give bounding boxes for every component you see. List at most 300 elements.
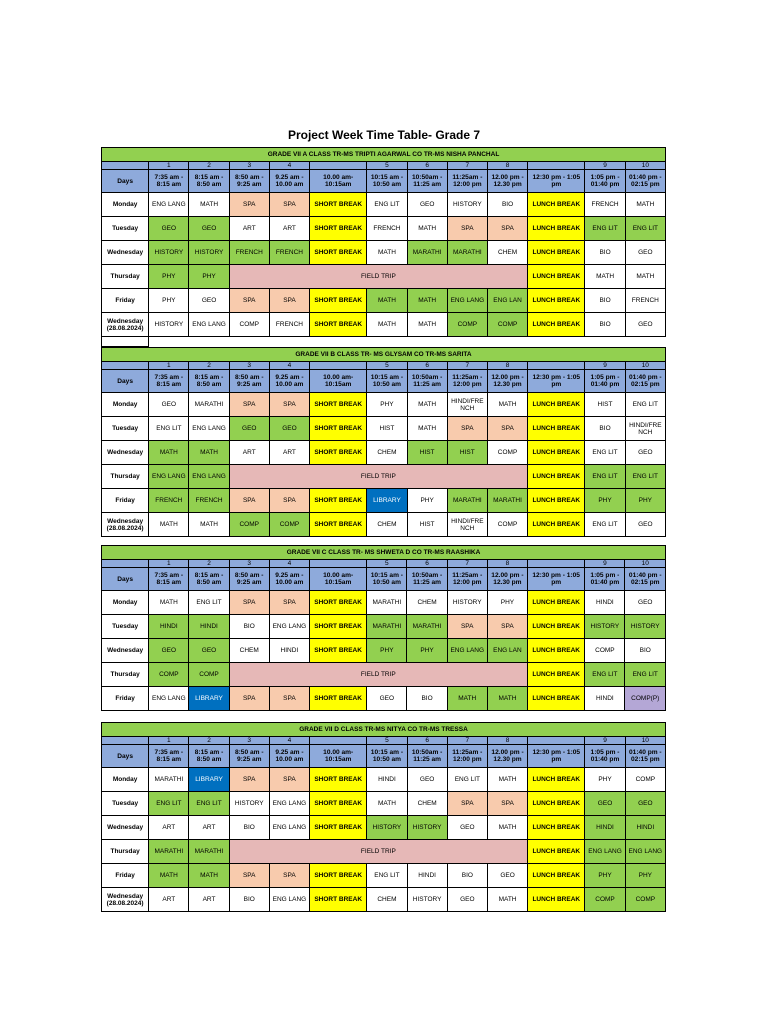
short-break-cell: SHORT BREAK — [310, 489, 367, 513]
days-header: Days — [102, 745, 149, 768]
period-number-cell: 7 — [447, 362, 487, 370]
day-cell: Wednesday — [102, 241, 149, 265]
subject-cell: PHY — [585, 768, 625, 792]
subject-cell: CHEM — [229, 639, 269, 663]
lunch-break-cell: LUNCH BREAK — [528, 687, 585, 711]
period-number-cell: 8 — [487, 162, 527, 170]
time-slot-header: 01:40 pm - 02:15 pm — [625, 370, 665, 393]
subject-cell: SPA — [447, 792, 487, 816]
subject-cell: ENG LANG — [149, 687, 189, 711]
subject-cell: BIO — [585, 289, 625, 313]
subject-cell: HIST — [447, 441, 487, 465]
table-row — [102, 840, 666, 864]
table-row — [102, 513, 666, 537]
subject-cell: MARATHI — [447, 489, 487, 513]
short-break-cell: SHORT BREAK — [310, 792, 367, 816]
period-number-cell: 10 — [625, 162, 665, 170]
spacer-cell — [102, 337, 149, 347]
lunch-break-cell: LUNCH BREAK — [528, 792, 585, 816]
time-slot-header: 10.00 am- 10:15am — [310, 370, 367, 393]
lunch-break-cell: LUNCH BREAK — [528, 591, 585, 615]
subject-cell: SPA — [269, 768, 309, 792]
period-number-cell: 10 — [625, 362, 665, 370]
short-break-cell: SHORT BREAK — [310, 816, 367, 840]
subject-cell: BIO — [487, 193, 527, 217]
time-slot-header: 8:15 am - 8:50 am — [189, 170, 229, 193]
subject-cell: FRENCH — [189, 489, 229, 513]
subject-cell: GEO — [625, 792, 665, 816]
subject-cell: GEO — [149, 217, 189, 241]
short-break-cell: SHORT BREAK — [310, 393, 367, 417]
subject-cell: ENG LANG — [149, 465, 189, 489]
period-number-cell: 3 — [229, 560, 269, 568]
subject-cell: MARATHI — [487, 489, 527, 513]
subject-cell: COMP — [487, 513, 527, 537]
time-slot-header: 1:05 pm - 01:40 pm — [585, 568, 625, 591]
time-slot-header: 1:05 pm - 01:40 pm — [585, 745, 625, 768]
day-cell: Tuesday — [102, 792, 149, 816]
subject-cell: HISTORY — [189, 241, 229, 265]
subject-cell: MATH — [407, 289, 447, 313]
day-cell: Monday — [102, 393, 149, 417]
time-slot-header: 01:40 pm - 02:15 pm — [625, 170, 665, 193]
subject-cell: MATH — [367, 289, 407, 313]
subject-cell: HISTORY — [149, 313, 189, 337]
period-number-cell: 7 — [447, 560, 487, 568]
time-header-row — [102, 170, 666, 193]
period-number-cell: 8 — [487, 362, 527, 370]
subject-cell: HINDI/FRE NCH — [447, 393, 487, 417]
subject-cell: GEO — [269, 417, 309, 441]
period-number-cell — [528, 560, 585, 568]
lunch-break-cell: LUNCH BREAK — [528, 193, 585, 217]
section-heading: GRADE VII B CLASS TR- MS GLYSAM CO TR-MS SARITA — [102, 348, 666, 362]
subject-cell: CHEM — [367, 888, 407, 912]
subject-cell: GEO — [447, 888, 487, 912]
subject-cell: SPA — [229, 687, 269, 711]
time-slot-header: 9.25 am - 10.00 am — [269, 170, 309, 193]
short-break-cell: SHORT BREAK — [310, 193, 367, 217]
time-slot-header: 8:15 am - 8:50 am — [189, 568, 229, 591]
subject-cell: MARATHI — [447, 241, 487, 265]
subject-cell: MATH — [447, 687, 487, 711]
time-slot-header: 01:40 pm - 02:15 pm — [625, 745, 665, 768]
period-number-cell: 6 — [407, 560, 447, 568]
subject-cell: HIST — [367, 417, 407, 441]
subject-cell: PHY — [585, 864, 625, 888]
period-number-cell: 6 — [407, 362, 447, 370]
subject-cell: HINDI — [269, 639, 309, 663]
period-number-cell — [528, 162, 585, 170]
subject-cell: MATH — [149, 513, 189, 537]
subject-cell: LIBRARY — [367, 489, 407, 513]
short-break-cell: SHORT BREAK — [310, 888, 367, 912]
subject-cell: ENG LIT — [149, 417, 189, 441]
section-banner-row — [102, 546, 666, 560]
subject-cell: BIO — [229, 888, 269, 912]
subject-cell: GEO — [407, 768, 447, 792]
day-cell: Tuesday — [102, 217, 149, 241]
day-cell: Tuesday — [102, 615, 149, 639]
day-cell: Thursday — [102, 663, 149, 687]
table-row — [102, 687, 666, 711]
field-trip-cell: FIELD TRIP — [229, 663, 527, 687]
day-cell: Wednesday — [102, 639, 149, 663]
time-slot-header: 10.00 am- 10:15am — [310, 170, 367, 193]
period-number-cell: 9 — [585, 162, 625, 170]
subject-cell: MATH — [367, 792, 407, 816]
day-cell: Wednesday — [102, 816, 149, 840]
time-slot-header: 9.25 am - 10.00 am — [269, 370, 309, 393]
time-slot-header: 8:50 am - 9:25 am — [229, 370, 269, 393]
time-header-row — [102, 745, 666, 768]
subject-cell: ENG LANG — [447, 639, 487, 663]
time-slot-header: 8:50 am - 9:25 am — [229, 170, 269, 193]
subject-cell: HINDI — [585, 687, 625, 711]
day-cell: Monday — [102, 591, 149, 615]
subject-cell: BIO — [229, 615, 269, 639]
time-slot-header: 12:30 pm - 1:05 pm — [528, 370, 585, 393]
subject-cell: MARATHI — [407, 241, 447, 265]
time-slot-header: 01:40 pm - 02:15 pm — [625, 568, 666, 591]
short-break-cell: SHORT BREAK — [309, 639, 366, 663]
timetable-grade-section — [101, 147, 666, 347]
time-slot-header: 10:50am - 11:25 am — [407, 568, 447, 591]
subject-cell: BIO — [229, 816, 269, 840]
period-number-cell: 1 — [149, 737, 189, 745]
period-number-cell: 3 — [229, 362, 269, 370]
short-break-cell: SHORT BREAK — [310, 513, 367, 537]
subject-cell: GEO — [447, 816, 487, 840]
period-number-cell: 9 — [585, 362, 625, 370]
day-cell: Wednesday (28.08.2024) — [102, 513, 149, 537]
subject-cell: MATH — [487, 768, 527, 792]
day-cell: Thursday — [102, 465, 149, 489]
subject-cell: MATH — [585, 265, 625, 289]
section-banner-row — [102, 148, 666, 162]
subject-cell: GEO — [585, 792, 625, 816]
subject-cell: CHEM — [367, 513, 407, 537]
subject-cell: ENG LIT — [625, 465, 665, 489]
subject-cell: MATH — [487, 816, 527, 840]
subject-cell: SPA — [229, 768, 269, 792]
subject-cell: ART — [269, 441, 309, 465]
period-number-cell: 3 — [229, 737, 269, 745]
lunch-break-cell: LUNCH BREAK — [528, 441, 585, 465]
subject-cell: BIO — [447, 864, 487, 888]
subject-cell: HIST — [585, 393, 625, 417]
subject-cell: COMP — [625, 888, 665, 912]
subject-cell: GEO — [149, 393, 189, 417]
subject-cell: MARATHI — [189, 393, 229, 417]
period-number-row — [102, 737, 666, 745]
subject-cell: HISTORY — [149, 241, 189, 265]
time-header-row — [102, 370, 666, 393]
subject-cell: SPA — [269, 687, 309, 711]
subject-cell: HINDI — [585, 591, 625, 615]
subject-cell: ART — [269, 217, 309, 241]
short-break-cell: SHORT BREAK — [310, 241, 367, 265]
days-header: Days — [102, 170, 149, 193]
subject-cell: COMP — [189, 663, 229, 687]
period-number-cell: 5 — [367, 737, 407, 745]
period-number-cell — [102, 362, 149, 370]
subject-cell: BIO — [585, 417, 625, 441]
subject-cell: GEO — [189, 639, 229, 663]
subject-cell: SPA — [229, 591, 269, 615]
subject-cell: HINDI — [585, 816, 625, 840]
subject-cell: HINDI/FRE NCH — [625, 417, 665, 441]
table-row — [102, 816, 666, 840]
subject-cell: ENG LANG — [447, 289, 487, 313]
subject-cell: COMP — [487, 441, 527, 465]
subject-cell: PHY — [149, 289, 189, 313]
subject-cell: SPA — [269, 864, 309, 888]
short-break-cell: SHORT BREAK — [309, 591, 366, 615]
subject-cell: ENG LIT — [585, 217, 625, 241]
table-row — [102, 591, 666, 615]
lunch-break-cell: LUNCH BREAK — [528, 615, 585, 639]
period-number-cell — [102, 737, 149, 745]
lunch-break-cell: LUNCH BREAK — [528, 265, 585, 289]
subject-cell: COMP — [585, 888, 625, 912]
subject-cell: ENG LANG — [189, 417, 229, 441]
time-slot-header: 10:15 am - 10:50 am — [367, 170, 407, 193]
short-break-cell: SHORT BREAK — [310, 768, 367, 792]
day-cell: Friday — [102, 864, 149, 888]
document-title: Project Week Time Table- Grade 7 — [287, 128, 481, 142]
subject-cell: ART — [189, 816, 229, 840]
period-number-cell: 2 — [189, 560, 229, 568]
day-cell: Wednesday (28.08.2024) — [102, 313, 149, 337]
period-number-cell: 5 — [367, 162, 407, 170]
subject-cell: GEO — [625, 313, 665, 337]
period-number-cell: 7 — [447, 737, 487, 745]
table-row — [102, 489, 666, 513]
period-number-cell: 5 — [367, 362, 407, 370]
subject-cell: SPA — [269, 193, 309, 217]
subject-cell: ENG LANG — [269, 792, 309, 816]
day-cell: Thursday — [102, 840, 149, 864]
days-header: Days — [102, 370, 149, 393]
period-number-cell: 4 — [269, 560, 309, 568]
subject-cell: BIO — [625, 639, 666, 663]
time-slot-header: 11:25am - 12:00 pm — [447, 170, 487, 193]
day-cell: Monday — [102, 193, 149, 217]
subject-cell: MATH — [149, 864, 189, 888]
subject-cell: SPA — [229, 489, 269, 513]
subject-cell: PHY — [585, 489, 625, 513]
table-row — [102, 441, 666, 465]
period-number-cell: 2 — [189, 362, 229, 370]
subject-cell: GEO — [625, 441, 665, 465]
subject-cell: GEO — [487, 864, 527, 888]
subject-cell: ENG LANG — [149, 193, 189, 217]
time-slot-header: 10:15 am - 10:50 am — [367, 370, 407, 393]
table-row — [102, 289, 666, 313]
subject-cell: GEO — [625, 513, 665, 537]
period-number-cell: 5 — [367, 560, 407, 568]
table-row — [102, 465, 666, 489]
subject-cell: HISTORY — [447, 591, 487, 615]
subject-cell: MATH — [407, 417, 447, 441]
subject-cell: CHEM — [487, 241, 527, 265]
subject-cell: SPA — [269, 489, 309, 513]
subject-cell: HINDI — [407, 864, 447, 888]
subject-cell: CHEM — [407, 591, 447, 615]
subject-cell: GEO — [189, 217, 229, 241]
subject-cell: SPA — [229, 289, 269, 313]
lunch-break-cell: LUNCH BREAK — [528, 289, 585, 313]
subject-cell: MARATHI — [149, 768, 189, 792]
subject-cell: BIO — [585, 313, 625, 337]
period-number-cell: 8 — [487, 560, 527, 568]
period-number-row — [102, 362, 666, 370]
subject-cell: SPA — [229, 393, 269, 417]
table-row — [102, 615, 666, 639]
subject-cell: ART — [229, 217, 269, 241]
subject-cell: SPA — [447, 217, 487, 241]
subject-cell: PHY — [189, 265, 229, 289]
table-row — [102, 241, 666, 265]
subject-cell: ENG LANG — [269, 888, 309, 912]
time-slot-header: 12.00 pm - 12.30 pm — [487, 170, 527, 193]
subject-cell: ENG LIT — [625, 663, 666, 687]
time-slot-header: 11:25am - 12:00 pm — [447, 568, 487, 591]
short-break-cell: SHORT BREAK — [309, 615, 366, 639]
subject-cell: COMP — [447, 313, 487, 337]
subject-cell: FRENCH — [269, 241, 309, 265]
timetable-grade-section — [101, 347, 666, 537]
period-number-cell: 9 — [585, 737, 625, 745]
subject-cell: COMP — [487, 313, 527, 337]
subject-cell: PHY — [149, 265, 189, 289]
subject-cell: MATH — [487, 393, 527, 417]
time-slot-header: 8:50 am - 9:25 am — [229, 745, 269, 768]
lunch-break-cell: LUNCH BREAK — [528, 313, 585, 337]
subject-cell: GEO — [625, 591, 666, 615]
period-number-cell: 10 — [625, 560, 666, 568]
field-trip-cell: FIELD TRIP — [229, 465, 528, 489]
time-slot-header: 12:30 pm - 1:05 pm — [528, 745, 585, 768]
subject-cell: PHY — [367, 393, 407, 417]
table-row — [102, 393, 666, 417]
subject-cell: MARATHI — [367, 615, 407, 639]
lunch-break-cell: LUNCH BREAK — [528, 241, 585, 265]
subject-cell: MATH — [189, 193, 229, 217]
period-number-cell — [528, 737, 585, 745]
subject-cell: MATH — [149, 441, 189, 465]
subject-cell: ENG LAN — [487, 289, 527, 313]
period-number-cell: 2 — [189, 162, 229, 170]
subject-cell: GEO — [229, 417, 269, 441]
subject-cell: ENG LANG — [189, 465, 229, 489]
subject-cell: GEO — [149, 639, 189, 663]
period-number-cell: 8 — [487, 737, 527, 745]
subject-cell: ENG LANG — [269, 816, 309, 840]
subject-cell: HISTORY — [367, 816, 407, 840]
subject-cell: FRENCH — [229, 241, 269, 265]
time-slot-header: 9.25 am - 10.00 am — [269, 568, 309, 591]
subject-cell: COMP — [585, 639, 625, 663]
subject-cell: HINDI — [189, 615, 229, 639]
subject-cell: CHEM — [407, 792, 447, 816]
subject-cell: MATH — [149, 591, 189, 615]
period-number-cell — [310, 362, 367, 370]
time-slot-header: 7:35 am - 8:15 am — [149, 370, 189, 393]
subject-cell: MATH — [407, 393, 447, 417]
subject-cell: ART — [189, 888, 229, 912]
subject-cell: SPA — [487, 615, 527, 639]
time-slot-header: 10:50am - 11:25 am — [407, 370, 447, 393]
timetable-grade-section — [101, 545, 666, 711]
subject-cell: FRENCH — [149, 489, 189, 513]
subject-cell: ART — [149, 888, 189, 912]
subject-cell: SPA — [229, 864, 269, 888]
subject-cell: FRENCH — [625, 289, 665, 313]
table-row — [102, 217, 666, 241]
time-slot-header: 8:15 am - 8:50 am — [189, 745, 229, 768]
time-slot-header: 10.00 am- 10:15am — [309, 568, 366, 591]
short-break-cell: SHORT BREAK — [310, 313, 367, 337]
subject-cell: FRENCH — [269, 313, 309, 337]
time-slot-header: 12.00 pm - 12.30 pm — [487, 745, 527, 768]
subject-cell: ENG LIT — [585, 663, 625, 687]
subject-cell: ART — [149, 816, 189, 840]
subject-cell: ENG LIT — [625, 217, 665, 241]
lunch-break-cell: LUNCH BREAK — [528, 840, 585, 864]
short-break-cell: SHORT BREAK — [310, 864, 367, 888]
subject-cell: COMP — [229, 313, 269, 337]
subject-cell: ENG LANG — [269, 615, 309, 639]
subject-cell: ENG LAN — [487, 639, 527, 663]
table-row — [102, 768, 666, 792]
period-number-cell: 1 — [149, 162, 189, 170]
period-number-cell — [309, 560, 366, 568]
table-row — [102, 193, 666, 217]
time-slot-header: 1:05 pm - 01:40 pm — [585, 370, 625, 393]
time-slot-header: 10:15 am - 10:50 am — [367, 745, 407, 768]
lunch-break-cell: LUNCH BREAK — [528, 864, 585, 888]
subject-cell: MATH — [407, 217, 447, 241]
subject-cell: MARATHI — [407, 615, 447, 639]
lunch-break-cell: LUNCH BREAK — [528, 417, 585, 441]
lunch-break-cell: LUNCH BREAK — [528, 639, 585, 663]
subject-cell: MARATHI — [189, 840, 229, 864]
subject-cell: ENG LIT — [585, 465, 625, 489]
short-break-cell: SHORT BREAK — [310, 289, 367, 313]
day-cell: Wednesday (28.08.2024) — [102, 888, 149, 912]
short-break-cell: SHORT BREAK — [310, 217, 367, 241]
subject-cell: MARATHI — [149, 840, 189, 864]
subject-cell: MATH — [625, 193, 665, 217]
subject-cell: COMP — [625, 768, 665, 792]
subject-cell: BIO — [407, 687, 447, 711]
subject-cell: HISTORY — [447, 193, 487, 217]
subject-cell: SPA — [447, 417, 487, 441]
subject-cell: COMP — [149, 663, 189, 687]
subject-cell: HINDI — [367, 768, 407, 792]
time-header-row — [102, 568, 666, 591]
time-slot-header: 12:30 pm - 1:05 pm — [528, 170, 585, 193]
subject-cell: SPA — [447, 615, 487, 639]
day-cell: Friday — [102, 289, 149, 313]
period-number-cell: 9 — [585, 560, 625, 568]
period-number-cell: 4 — [269, 162, 309, 170]
subject-cell: SPA — [269, 591, 309, 615]
time-slot-header: 9.25 am - 10.00 am — [269, 745, 309, 768]
field-trip-cell: FIELD TRIP — [229, 840, 528, 864]
